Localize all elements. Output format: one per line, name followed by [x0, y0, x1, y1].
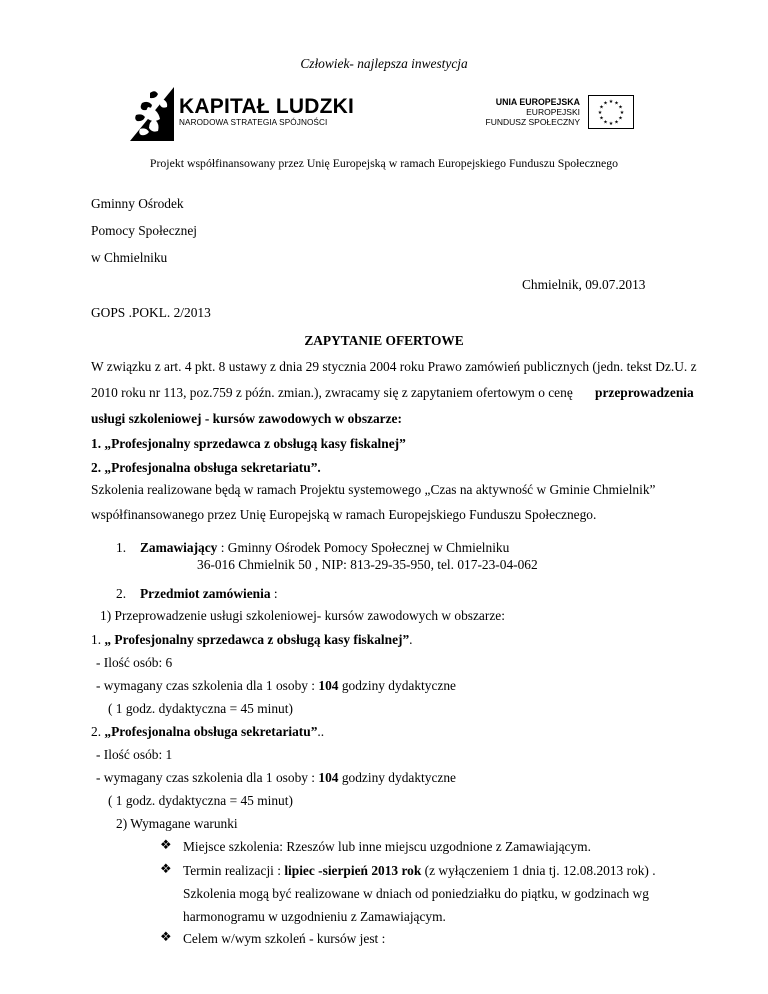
- eu-star-icon: ★: [614, 120, 619, 126]
- bullet1-text: Miejsce szkolenia: Rzeszów lub inne miejscu uzgodnione z Zamawiającym.: [183, 839, 591, 854]
- course2-prefix: 2.: [91, 724, 105, 739]
- intro-line3: usługi szkoleniowej - kursów zawodowych w obszarze:: [91, 411, 402, 426]
- section2-sub2: 2) Wymagane warunki: [116, 816, 238, 831]
- eu-star-icon: ★: [614, 101, 619, 107]
- addressee-line1: Gminny Ośrodek: [91, 196, 184, 211]
- eu-star-icon: ★: [608, 100, 614, 105]
- eu-logo-text: [486, 97, 580, 127]
- course1-time: [96, 678, 456, 694]
- course2-time-a: - wymagany czas szkolenia dla 1 osoby :: [96, 770, 319, 785]
- eu-logo-line3: FUNDUSZ SPOŁECZNY: [485, 117, 580, 127]
- intro-item2: 2. „Profesjonalna obsługa sekretariatu”.: [91, 460, 321, 475]
- eu-star-icon: ★: [599, 116, 604, 122]
- eu-star-icon: ★: [599, 105, 604, 111]
- section1-number: 1.: [116, 540, 127, 555]
- intro-line4: Szkolenia realizowane będą w ramach Projektu systemowego „Czas na aktywność w Gminie Chmielnik”: [91, 482, 656, 497]
- bullet2-line2: Szkolenia mogą być realizowane w dniach od poniedziałku do piątku, w godzinach wg: [183, 886, 649, 901]
- section2-heading: [140, 586, 278, 602]
- intro-line5: współfinansowanego przez Unię Europejską w ramach Europejskiego Funduszu Społecznego.: [91, 507, 597, 522]
- eu-star-icon: ★: [603, 120, 608, 126]
- course2-time-b: 104: [318, 770, 339, 785]
- section2-label: Przedmiot zamówienia: [140, 586, 271, 601]
- bullet2-line3: harmonogramu w uzgodnieniu z Zamawiającym.: [183, 909, 446, 924]
- kapital-ludzki-title: KAPITAŁ LUDZKI: [179, 95, 355, 118]
- course2-note: ( 1 godz. dydaktyczna = 45 minut): [108, 793, 293, 808]
- header-motto: Człowiek- najlepsza inwestycja: [300, 56, 468, 71]
- intro-line1: W związku z art. 4 pkt. 8 ustawy z dnia 29 stycznia 2004 roku Prawo zamówień publicznych (jedn. tekst Dz.U. z: [91, 359, 697, 374]
- section2-label-suffix: :: [270, 586, 278, 601]
- eu-logo-line1: UNIA EUROPEJSKA: [495, 97, 580, 107]
- bullet2-text-a: Termin realizacji :: [183, 863, 285, 878]
- course1-time-c: godziny dydaktyczne: [338, 678, 456, 693]
- kapital-ludzki-emblem-icon: [128, 85, 176, 141]
- bullet2-text: [183, 863, 656, 879]
- document-title: ZAPYTANIE OFERTOWE: [304, 333, 464, 348]
- section1-text: : Gminny Ośrodek Pomocy Społecznej w Chmielniku: [217, 540, 510, 555]
- addressee-line2: Pomocy Społecznej: [91, 223, 197, 238]
- course2-count: - Ilość osób: 1: [96, 747, 173, 762]
- course1-note: ( 1 godz. dydaktyczna = 45 minut): [108, 701, 293, 716]
- eu-star-icon: ★: [608, 122, 614, 127]
- course1-prefix: 1.: [91, 632, 105, 647]
- section1-label: Zamawiający: [140, 540, 218, 555]
- addressee-line3: w Chmielniku: [91, 250, 168, 265]
- kapital-ludzki-logo: [128, 85, 355, 141]
- intro-line2: [91, 385, 694, 401]
- eu-stars: [589, 96, 633, 128]
- section2-sub1: 1) Przeprowadzenie usługi szkoleniowej- kursów zawodowych w obszarze:: [100, 608, 505, 623]
- intro-line2-bold: przeprowadzenia: [595, 385, 694, 400]
- intro-item1: 1. „Profesjonalny sprzedawca z obsługą kasy fiskalnej”: [91, 436, 406, 451]
- course1-count: - Ilość osób: 6: [96, 655, 173, 670]
- course2-suffix: ..: [317, 724, 325, 739]
- date-place: Chmielnik, 09.07.2013: [522, 277, 646, 292]
- course2-time-c: godziny dydaktyczne: [338, 770, 456, 785]
- course1-suffix: .: [409, 632, 413, 647]
- diamond-bullet-icon: ❖: [160, 862, 172, 877]
- section2-number: 2.: [116, 586, 127, 601]
- course1-heading: [91, 632, 413, 648]
- eu-star-icon: ★: [619, 111, 625, 116]
- eu-logo-line2: EUROPEJSKI: [526, 107, 580, 117]
- intro-line2-text: 2010 roku nr 113, poz.759 z późn. zmian.), zwracamy się z zapytaniem ofertowym o cenę: [91, 385, 573, 400]
- kapital-ludzki-subtitle: NARODOWA STRATEGIA SPÓJNOŚCI: [179, 118, 328, 127]
- reference-number: GOPS .POKL. 2/2013: [91, 305, 211, 320]
- course2-time: [96, 770, 456, 786]
- eu-star-icon: ★: [618, 116, 623, 122]
- course2-heading: [91, 724, 324, 740]
- eu-logo: [478, 93, 638, 133]
- course1-time-b: 104: [318, 678, 339, 693]
- course2-name: „Profesjonalna obsługa sekretariatu”: [104, 724, 318, 739]
- cofinance-note: Projekt współfinansowany przez Unię Europejską w ramach Europejskiego Funduszu Społecznego: [149, 156, 619, 170]
- section1-address: 36-016 Chmielnik 50 , NIP: 813-29-35-950, tel. 017-23-04-062: [197, 557, 538, 572]
- eu-flag-icon: [588, 95, 634, 129]
- bullet2-text-c: (z wyłączeniem 1 dnia tj. 12.08.2013 rok) .: [421, 863, 656, 878]
- bullet3-text: Celem w/wym szkoleń - kursów jest :: [183, 931, 386, 946]
- course1-time-a: - wymagany czas szkolenia dla 1 osoby :: [96, 678, 319, 693]
- bullet2-text-b: lipiec -sierpień 2013 rok: [284, 863, 422, 878]
- eu-star-icon: ★: [618, 105, 623, 111]
- eu-star-icon: ★: [603, 101, 608, 107]
- diamond-bullet-icon: ❖: [160, 838, 172, 853]
- course1-name: „ Profesjonalny sprzedawca z obsługą kasy fiskalnej”: [104, 632, 410, 647]
- section1-heading: [140, 540, 509, 556]
- diamond-bullet-icon: ❖: [160, 930, 172, 945]
- eu-star-icon: ★: [597, 111, 603, 116]
